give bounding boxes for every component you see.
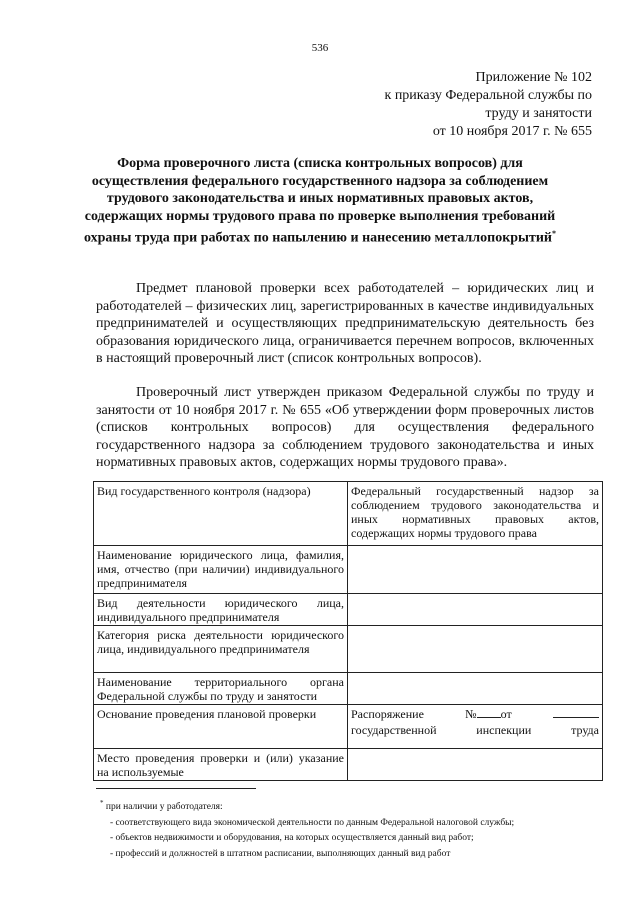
table-row	[94, 626, 603, 673]
page-number: 536	[311, 42, 329, 54]
row-value: Федеральный государственный надзор за соблюдением трудового законодательства и иных нормативных правовых актов, содержащих нормы трудового права	[348, 482, 603, 546]
form-title-text: Форма проверочного листа (списка контрольных вопросов) для осуществления федерального государственного надзора за соблюдением трудового законодательства и иных нормативных правовых актов, содержащих нормы трудового права по проверке выполнения требований охраны труда при работах по напылению и нанесению металлопокрытий	[83, 156, 556, 246]
row-label: Наименование территориального органа Федеральной службы по труду и занятости	[94, 673, 348, 705]
appendix-line: от 10 ноября 2017 г. № 655	[432, 124, 592, 139]
order-date-blank[interactable]	[553, 707, 599, 718]
order-line	[351, 707, 599, 721]
order-number-blank[interactable]	[477, 707, 501, 718]
table-row	[94, 546, 603, 594]
footnote-item: - объектов недвижимости и оборудования, на которых осуществляется данный вид работ;	[110, 833, 474, 844]
row-value-empty[interactable]	[348, 626, 603, 673]
table-row	[94, 482, 603, 546]
inspection-line: государственной инспекции труда	[351, 723, 599, 737]
row-label: Вид деятельности юридического лица, индивидуального предпринимателя	[94, 594, 348, 626]
row-value-empty[interactable]	[348, 749, 603, 781]
footnote-item: - профессий и должностей в штатном расписании, выполняющих данный вид работ	[110, 848, 451, 859]
row-label: Место проведения проверки и (или) указание на используемые	[94, 749, 348, 781]
row-label: Категория риска деятельности юридического лица, индивидуального предпринимателя	[94, 626, 348, 673]
row-value-empty[interactable]	[348, 546, 603, 594]
row-value	[348, 705, 603, 749]
footnotes	[98, 796, 598, 862]
table-row	[94, 594, 603, 626]
footnote-head	[98, 796, 598, 816]
form-title	[80, 155, 560, 247]
appendix-header	[332, 69, 592, 141]
order-number: № от	[465, 707, 512, 721]
row-label: Основание проведения плановой проверки	[94, 705, 348, 749]
table-row	[94, 673, 603, 705]
paragraph-subject: Предмет плановой проверки всех работодателей – юридических лиц и работодателей – физических лиц, зарегистрированных в качестве индивидуальных предпринимателей и осуществляющих предпринимательскую деятельность без образования юридического лица, ограничивается перечнем вопросов, включенных в настоящий проверочный лист (список контрольных вопросов).	[96, 281, 594, 366]
title-footnote-mark: *	[552, 229, 556, 238]
row-label: Вид государственного контроля (надзора)	[94, 482, 348, 546]
row-value-empty[interactable]	[348, 594, 603, 626]
footnote-item: - соответствующего вида экономической деятельности по данным Федеральной налоговой службы;	[110, 817, 515, 828]
footnote-head-text: при наличии у работодателя:	[105, 802, 223, 813]
row-label: Наименование юридического лица, фамилия, имя, отчество (при наличии) индивидуального предпринимателя	[94, 546, 348, 594]
row-value-empty[interactable]	[348, 673, 603, 705]
appendix-line: Приложение № 102	[475, 70, 592, 85]
order-label: Распоряжение	[351, 707, 424, 721]
footnote-mark: *	[100, 799, 104, 807]
table-row	[94, 705, 603, 749]
appendix-line: к приказу Федеральной службы по	[384, 88, 592, 103]
paragraph-approval: Проверочный лист утвержден приказом Федеральной службы по труду и занятости от 10 ноября 2017 г. № 655 «Об утверждении форм проверочных листов (списков контрольных вопросов) для осуществления федерального государственного надзора за соблюдением трудового законодательства и иных нормативных правовых актов, содержащих нормы трудового права».	[96, 385, 594, 470]
form-table	[93, 481, 603, 781]
table-row	[94, 749, 603, 781]
footnote-divider	[96, 788, 256, 789]
appendix-line: труду и занятости	[485, 106, 592, 121]
